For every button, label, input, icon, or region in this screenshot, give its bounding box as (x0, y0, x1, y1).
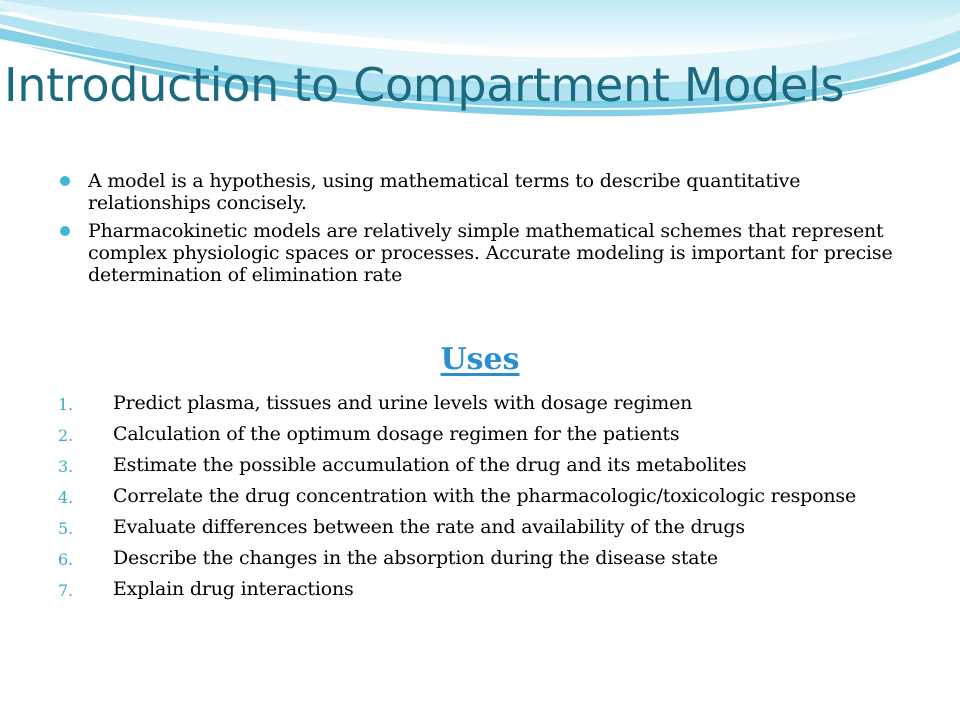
uses-number: 3. (58, 457, 73, 476)
uses-number: 4. (58, 488, 73, 507)
uses-item (58, 485, 938, 507)
uses-item (58, 454, 938, 476)
uses-text: Evaluate differences between the rate and availability of the drugs (113, 516, 745, 538)
uses-number: 7. (58, 581, 73, 600)
bullet-item (60, 220, 920, 286)
bullet-dot-icon (60, 176, 70, 186)
uses-number: 5. (58, 519, 73, 538)
bullet-list (60, 170, 920, 292)
bullet-dot-icon (60, 226, 70, 236)
uses-text: Explain drug interactions (113, 578, 354, 600)
uses-number: 2. (58, 426, 73, 445)
uses-list (58, 392, 938, 609)
uses-text: Correlate the drug concentration with the pharmacologic/toxicologic response (113, 485, 856, 507)
uses-text: Predict plasma, tissues and urine levels with dosage regimen (113, 392, 693, 414)
bullet-text: Pharmacokinetic models are relatively simple mathematical schemes that represent complex physiologic spaces or processes. Accurate modeling is important for precise determination of elimination rate (88, 220, 893, 286)
uses-item (58, 547, 938, 569)
bullet-text: A model is a hypothesis, using mathematical terms to describe quantitative relationships concisely. (88, 170, 801, 214)
bullet-item (60, 170, 920, 214)
uses-text: Describe the changes in the absorption during the disease state (113, 547, 718, 569)
uses-text: Estimate the possible accumulation of the drug and its metabolites (113, 454, 747, 476)
uses-text: Calculation of the optimum dosage regimen for the patients (113, 423, 680, 445)
uses-item (58, 516, 938, 538)
uses-item (58, 578, 938, 600)
uses-heading: Uses (440, 342, 520, 377)
uses-number: 1. (58, 395, 73, 414)
slide-title: Introduction to Compartment Models (4, 58, 845, 112)
uses-item (58, 392, 938, 414)
uses-item (58, 423, 938, 445)
uses-number: 6. (58, 550, 73, 569)
